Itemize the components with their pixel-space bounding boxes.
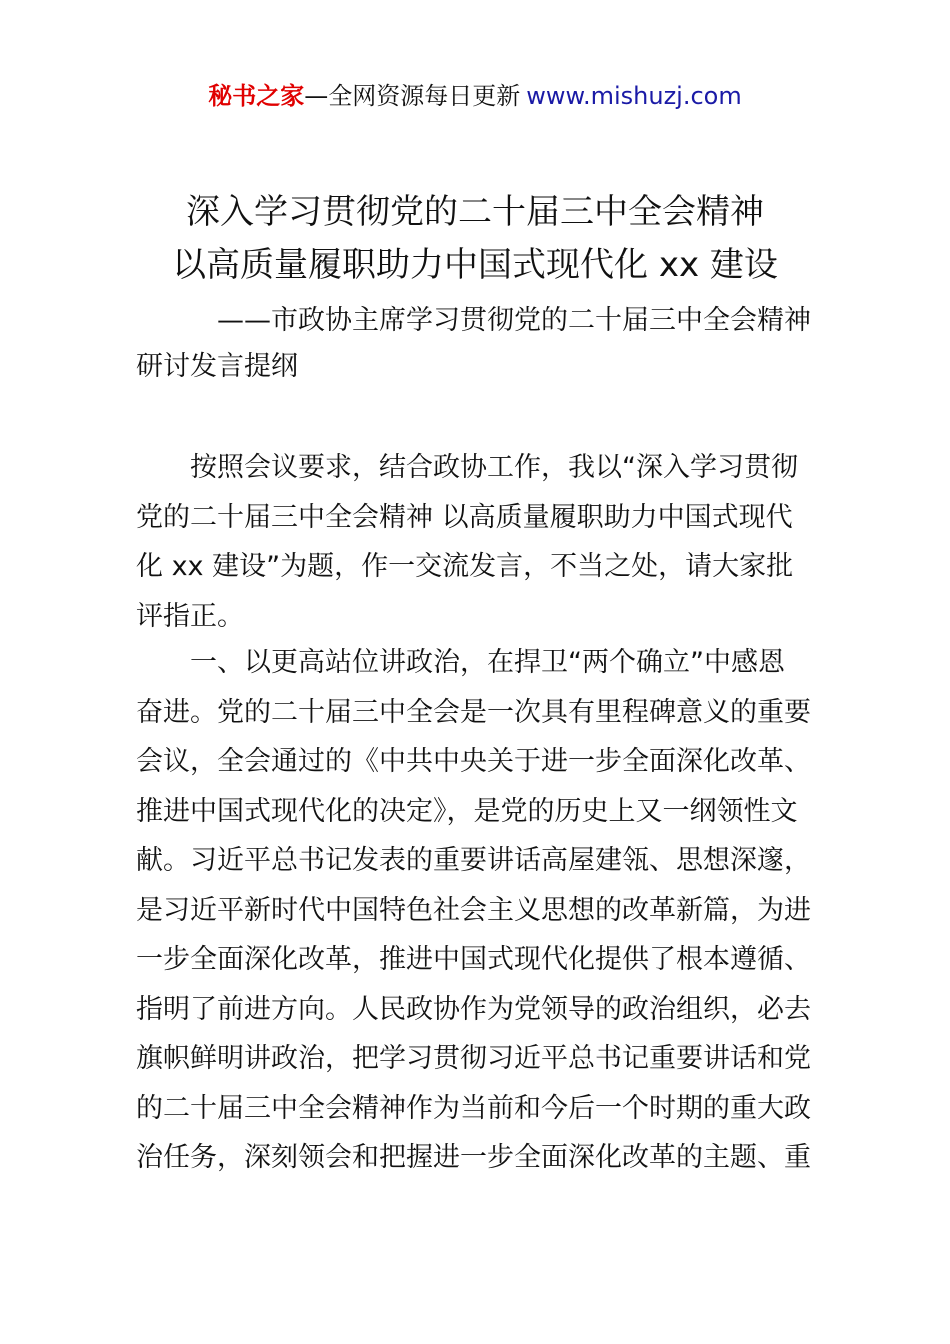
paragraph-line: 旗帜鲜明讲政治，把学习贯彻习近平总书记重要讲话和党: [136, 1043, 811, 1074]
document-title-line-2: 以高质量履职助力中国式现代化 xx 建设: [172, 245, 778, 285]
site-header: [0, 80, 950, 112]
subtitle-line-2: 研讨发言提纲: [136, 351, 298, 382]
paragraph-line: 的二十届三中全会精神作为当前和今后一个时期的重大政: [136, 1092, 811, 1124]
paragraph-line: 治任务，深刻领会和把握进一步全面深化改革的主题、重: [136, 1142, 811, 1173]
paragraph-line: 是习近平新时代中国特色社会主义思想的改革新篇，为进: [136, 894, 811, 926]
paragraph-line: 评指正。: [136, 600, 244, 632]
paragraph-line: 党的二十届三中全会精神 以高质量履职助力中国式现代: [136, 501, 793, 533]
brand-name: 秘书之家: [208, 82, 305, 110]
site-url-link[interactable]: www.mishuzj.com: [526, 82, 742, 110]
header-tagline: —全网资源每日更新: [304, 82, 521, 110]
paragraph-line: 化 xx 建设”为题，作一交流发言，不当之处，请大家批: [136, 551, 794, 582]
paragraph-line: 推进中国式现代化的决定》，是党的历史上又一纲领性文: [136, 795, 798, 827]
paragraph-line: 按照会议要求，结合政协工作，我以“深入学习贯彻: [190, 452, 798, 483]
paragraph-section-1: [136, 638, 816, 1183]
paragraph-line: 会议，全会通过的《中共中央关于进一步全面深化改革、: [136, 746, 811, 777]
paragraph-intro: [136, 443, 816, 641]
document-title-line-1: 深入学习贯彻党的二十届三中全会精神: [186, 192, 764, 232]
paragraph-line: 奋进。党的二十届三中全会是一次具有里程碑意义的重要: [136, 696, 811, 728]
paragraph-line: 一、以更高站位讲政治，在捍卫“两个确立”中感恩: [190, 647, 785, 678]
paragraph-line: 献。习近平总书记发表的重要讲话高屋建瓴、思想深邃，: [136, 845, 811, 876]
subtitle-line-1: ——市政协主席学习贯彻党的二十届三中全会精神: [217, 305, 811, 336]
paragraph-line: 指明了前进方向。人民政协作为党领导的政治组织，必去: [136, 993, 811, 1025]
paragraph-line: 一步全面深化改革，推进中国式现代化提供了根本遵循、: [136, 944, 811, 975]
document-subtitle: [136, 298, 816, 390]
